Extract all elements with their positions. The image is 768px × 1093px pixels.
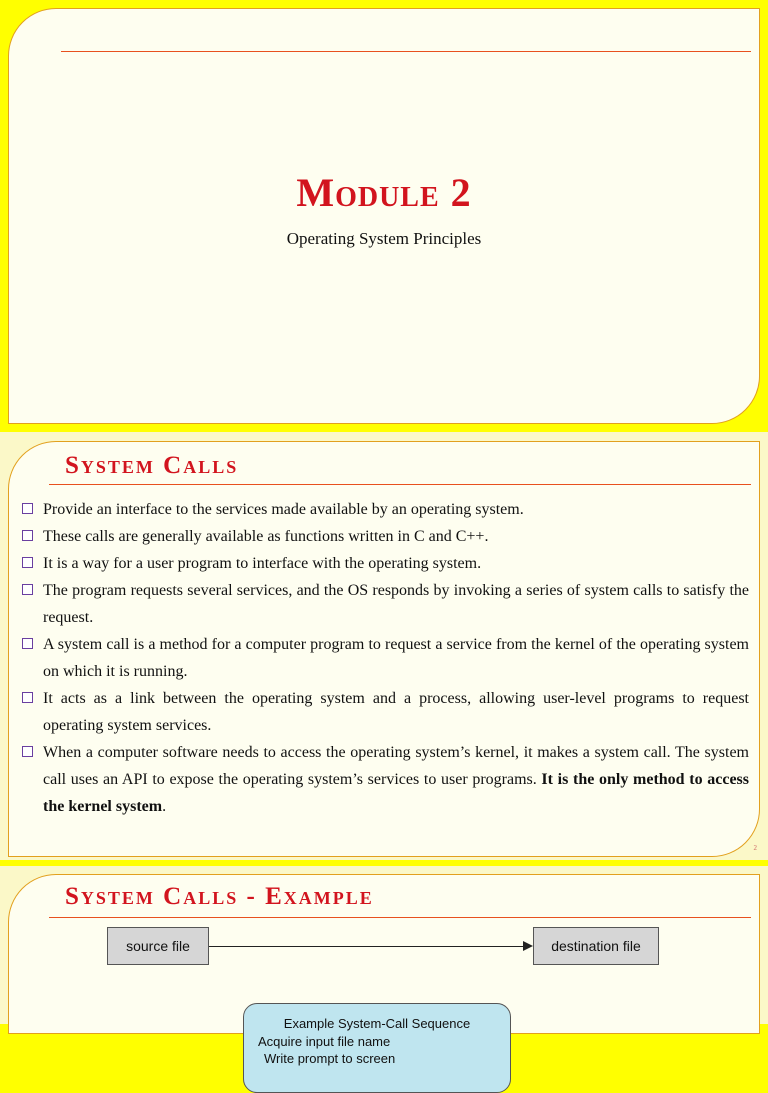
source-file-box: source file [107,927,209,965]
checkbox-bullet-icon [22,692,33,703]
title-slide [8,8,760,424]
sequence-line: Write prompt to screen [264,1051,396,1066]
system-calls-example-slide [8,874,760,1066]
list-item: A system call is a method for a computer program to request a service from the kernel of the operating system on which it is running. [17,631,749,685]
module-title: Module 2 [296,170,472,215]
checkbox-bullet-icon [22,557,33,568]
arrow-head-icon [523,941,533,951]
checkbox-bullet-icon [22,638,33,649]
checkbox-bullet-icon [22,530,33,541]
checkbox-bullet-icon [22,503,33,514]
title-rule [49,484,751,485]
list-item: The program requests several services, and the OS responds by invoking a series of system calls to satisfy the request. [17,577,749,631]
top-rule [61,51,751,52]
list-item: These calls are generally available as functions written in C and C++. [17,523,749,550]
checkbox-bullet-icon [22,746,33,757]
sequence-box [243,1003,511,1093]
bold-emphasis: It is the only method to access the kernel system [43,771,749,815]
system-call-diagram [105,915,669,1066]
destination-file-box: destination file [533,927,659,965]
system-calls-slide [8,441,760,857]
list-item: When a computer software needs to access the operating system’s kernel, it makes a system call. The system call uses an API to expose the operating system’s services to user programs. It is the only method to access the kernel system. [17,739,749,820]
module-subtitle: Operating System Principles [286,229,482,248]
arrow-line [209,946,525,947]
sequence-title: Example System-Call Sequence [283,1016,471,1031]
list-item: It is a way for a user program to interface with the operating system. [17,550,749,577]
bullet-list [17,496,749,820]
checkbox-bullet-icon [22,584,33,595]
list-item: It acts as a link between the operating system and a process, allowing user-level programs to request operating system services. [17,685,749,739]
slide-title: System Calls [65,452,239,479]
slide-title: System Calls - Example [65,883,374,910]
list-item: Provide an interface to the services made available by an operating system. [17,496,749,523]
page-number: 2 [753,844,757,852]
sequence-line: Acquire input file name [258,1034,391,1049]
